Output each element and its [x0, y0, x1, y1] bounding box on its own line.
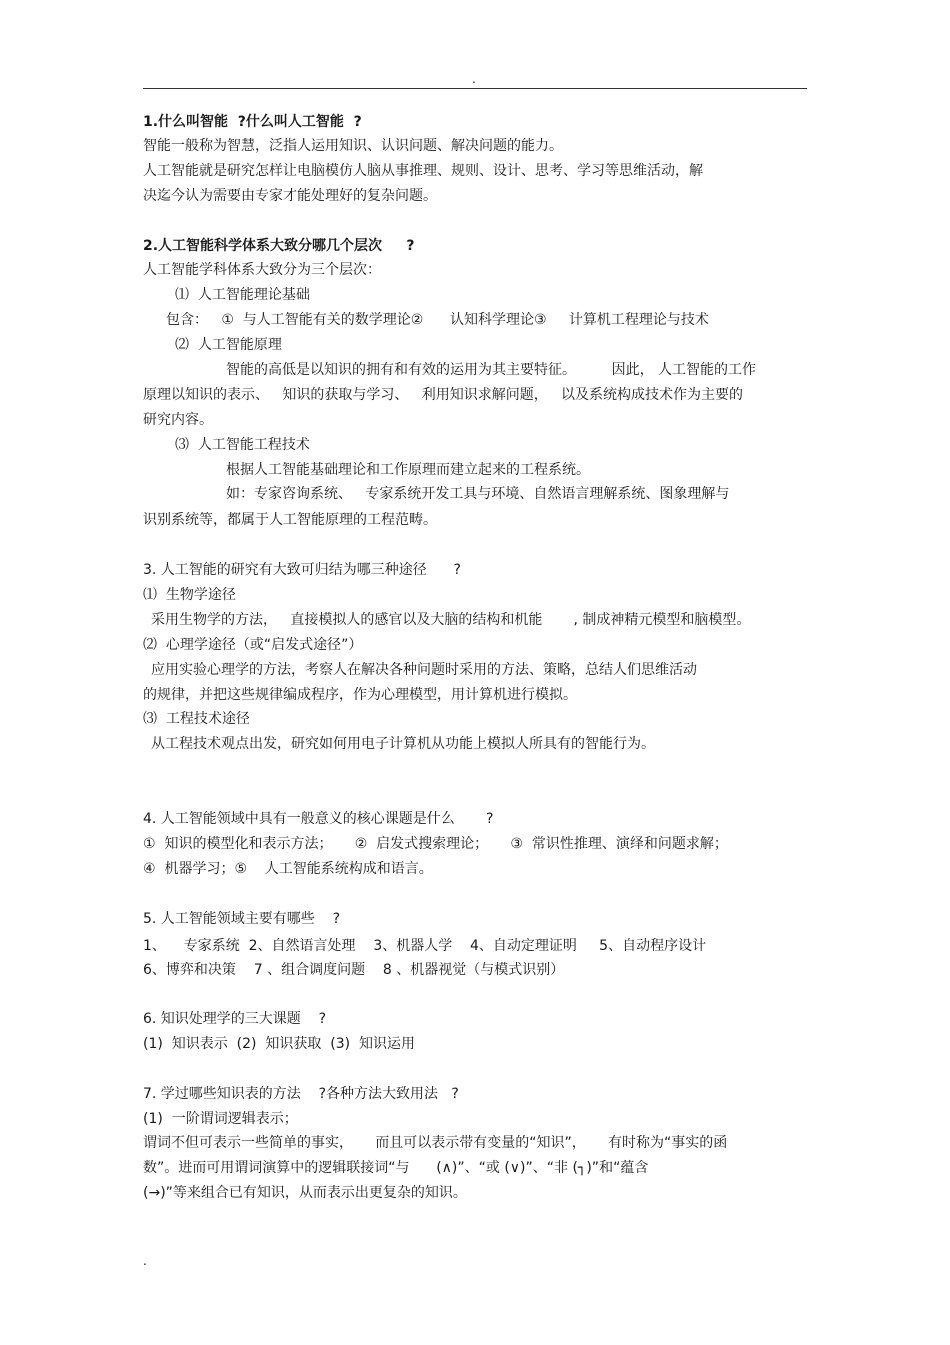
text-line: 谓词不但可表示一些简单的事实， 而且可以表示带有变量的“知识”， 有时称为“事实的函: [143, 1135, 728, 1151]
text-line: 4. 人工智能领域中具有一般意义的核心课题是什么 ?: [143, 811, 494, 827]
text-line: 6、博弈和决策 7 、组合调度问题 8 、机器视觉（与模式识别）: [143, 962, 565, 978]
text-line: 1、 专家系统 2、自然语言处理 3、机器人学 4、自动定理证明 5、自动程序设计: [143, 938, 707, 954]
text-line: ⑵ 人工智能原理: [175, 337, 282, 353]
text-line: ⑴ 人工智能理论基础: [175, 287, 310, 303]
text-line: 2.人工智能科学体系大致分哪几个层次 ?: [143, 238, 415, 254]
text-line: 数”。进而可用谓词演算中的逻辑联接词“与 (∧)”、“或 (∨)”、“非 (┐)”和“蕴含: [143, 1160, 649, 1176]
text-line: 包含： ① 与人工智能有关的数学理论② 认知科学理论③ 计算机工程理论与技术: [166, 312, 709, 328]
text-line: 7. 学过哪些知识表的方法 ?各种方法大致用法 ?: [143, 1086, 459, 1102]
text-line: 识别系统等，都属于人工智能原理的工程范畴。: [143, 512, 437, 528]
text-line: 1.什么叫智能 ?什么叫人工智能 ?: [143, 114, 362, 130]
text-line: ④ 机器学习；⑤ 人工智能系统构成和语言。: [143, 861, 433, 877]
footer-dot: .: [143, 1254, 147, 1268]
header-dot: .: [472, 72, 476, 86]
text-line: ① 知识的模型化和表示方法； ② 启发式搜索理论； ③ 常识性推理、演绎和问题求解；: [143, 836, 728, 852]
text-line: (1) 知识表示 (2) 知识获取 (3) 知识运用: [143, 1036, 415, 1052]
text-line: 3. 人工智能的研究有大致可归结为哪三种途径 ?: [143, 562, 461, 578]
text-line: 人工智能学科体系大致分为三个层次：: [143, 262, 381, 278]
text-line: 原理以知识的表示、 知识的获取与学习、 利用知识求解问题， 以及系统构成技术作为主要的: [143, 387, 744, 403]
text-line: 6. 知识处理学的三大课题 ?: [143, 1011, 327, 1027]
text-line: 人工智能就是研究怎样让电脑模仿人脑从事推理、规则、设计、思考、学习等思维活动，解: [143, 163, 703, 179]
text-line: 5. 人工智能领域主要有哪些 ?: [143, 911, 341, 927]
text-line: ⑶ 人工智能工程技术: [175, 437, 310, 453]
text-line: ⑴ 生物学途径: [143, 587, 236, 603]
text-line: 研究内容。: [143, 412, 213, 428]
text-line: 从工程技术观点出发，研究如何用电子计算机从功能上模拟人所具有的智能行为。: [151, 736, 655, 752]
text-line: (1) 一阶谓词逻辑表示；: [143, 1111, 298, 1127]
text-line: ⑶ 工程技术途径: [143, 711, 250, 727]
text-line: 应用实验心理学的方法，考察人在解决各种问题时采用的方法、策略，总结人们思维活动: [151, 662, 697, 678]
text-line: 决迄今认为需要由专家才能处理好的复杂问题。: [143, 188, 437, 204]
text-line: 如：专家咨询系统、 专家系统开发工具与环境、自然语言理解系统、图象理解与: [226, 486, 730, 502]
text-line: 的规律，并把这些规律编成程序，作为心理模型，用计算机进行模拟。: [143, 687, 577, 703]
text-line: 采用生物学的方法， 直接模拟人的感官以及大脑的结构和机能 , 制成神精元模型和脑模型。: [151, 612, 751, 628]
text-line: ⑵ 心理学途径（或“启发式途径”）: [143, 637, 363, 653]
text-line: 智能的高低是以知识的拥有和有效的运用为其主要特征。 因此， 人工智能的工作: [226, 362, 757, 378]
text-line: 根据人工智能基础理论和工作原理而建立起来的工程系统。: [226, 462, 590, 478]
text-line: (→)”等来组合已有知识，从而表示出更复杂的知识。: [143, 1185, 467, 1201]
header-rule: [143, 88, 807, 89]
text-line: 智能一般称为智慧，泛指人运用知识、认识问题、解决问题的能力。: [143, 138, 563, 154]
